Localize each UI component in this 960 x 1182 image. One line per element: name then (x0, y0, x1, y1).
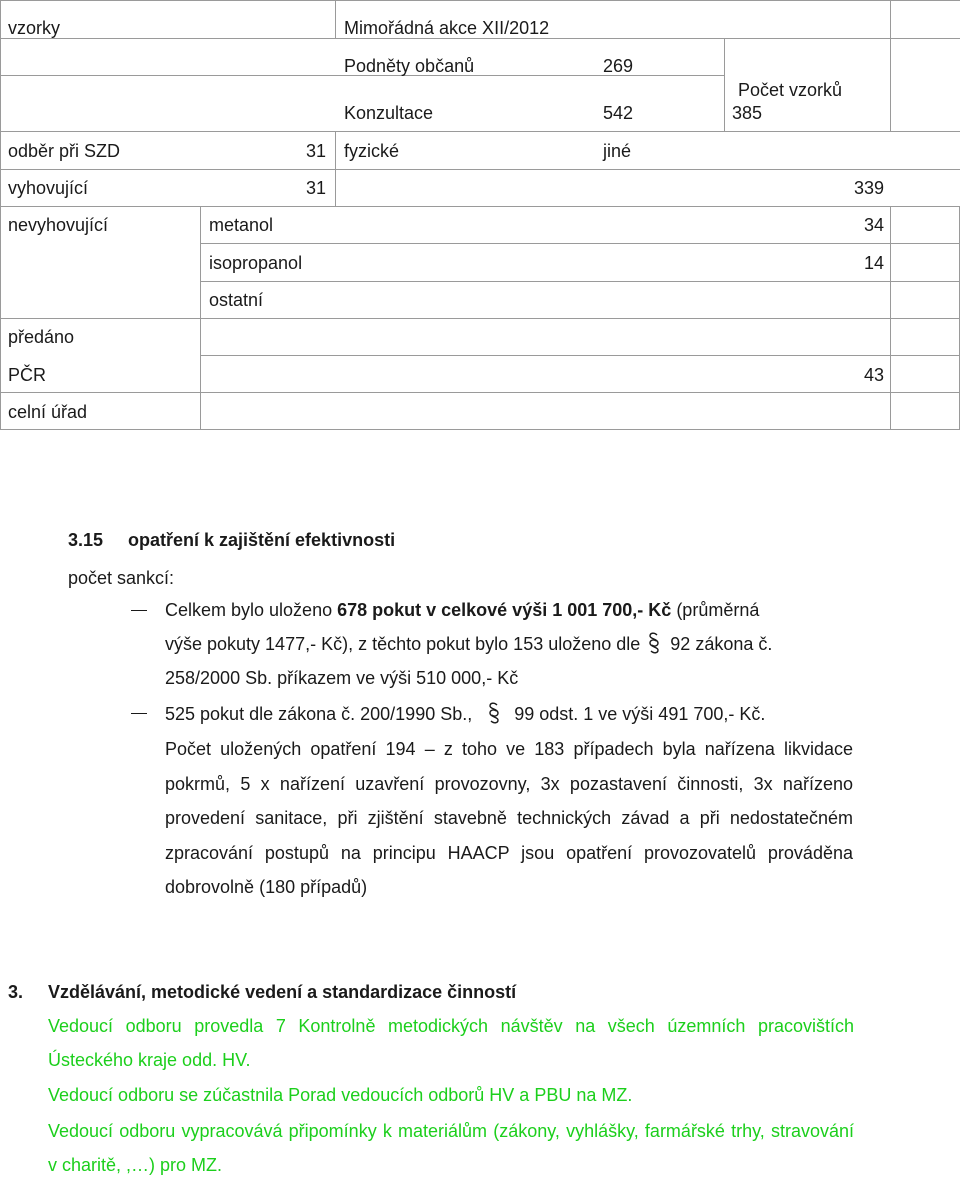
grid-line (335, 0, 336, 38)
green-paragraph-3: Vedoucí odboru vypracovává připomínky k materiálům (zákony, vyhlášky, farmářské trhy, stravování v charitě, ,…) pro MZ. (48, 1121, 854, 1175)
cell-vyhovujici-value: 31 (305, 178, 326, 198)
grid-line (200, 355, 960, 356)
cell-predano-label: předáno (8, 327, 75, 347)
grid-line (0, 392, 960, 393)
bullet-1-line-2-text-b: 92 zákona č. (670, 634, 773, 654)
bullet-1-line-3: 258/2000 Sb. příkazem ve výši 510 000,- Kč (165, 668, 519, 688)
cell-konzultace-value: 542 (603, 103, 634, 123)
cell-celni-label: celní úřad (8, 402, 88, 422)
bullet-1-line-2-text: výše pokuty 1477,- Kč), z těchto pokut bylo 153 uloženo dle (165, 634, 641, 654)
bullet-1-text-a: Celkem bylo uloženo (165, 600, 338, 620)
cell-isopropanol-label: isopropanol (209, 253, 303, 273)
grid-line (724, 38, 725, 131)
cell-vyhovujici-total: 339 (853, 178, 884, 198)
cell-metanol-label: metanol (209, 215, 274, 235)
section-sign-icon (488, 702, 500, 730)
bullet-1-line-2 (165, 632, 772, 660)
grid-line (0, 429, 960, 430)
cell-vzorky: vzorky (8, 18, 61, 38)
cell-vyhovujici-label: vyhovující (8, 178, 89, 198)
bullet-1-line-1 (165, 598, 759, 622)
bullet-1-text-c: (průměrná (671, 600, 760, 620)
grid-line (0, 0, 1, 430)
cell-akce-title: Mimořádná akce XII/2012 (344, 18, 550, 38)
bullet-2-text-b: 99 odst. 1 ve výši 491 700,- Kč. (514, 704, 766, 724)
grid-line (0, 38, 960, 39)
cell-ostatni-label: ostatní (209, 290, 264, 310)
section-3-title: Vzdělávání, metodické vedení a standardizace činností (48, 982, 517, 1002)
measures-paragraph: Počet uložených opatření 194 – z toho ve 183 případech byla nařízena likvidace pokrmů, 5 x nařízení uzavření provozovny, 3x pozastavení činnosti, 3x nařízeno provedení sanitace, při zjištění stavebně technických závad a při nedostatečném zpracování postupů na principu HAACP jsou opatření provozovatelů prováděna dobrovolně (180 případů) (165, 739, 853, 897)
section-315-title: opatření k zajištění efektivnosti (128, 530, 396, 550)
cell-pcr-label: PČR (8, 365, 47, 385)
grid-line (890, 0, 891, 131)
section-3-number: 3. (8, 982, 24, 1002)
dash-bullet-icon (131, 713, 147, 714)
bullet-1-text-bold: 678 pokut v celkové výši 1 001 700,- Kč (337, 600, 672, 620)
section-315-number: 3.15 (68, 530, 104, 550)
cell-fyzicke: fyzické (344, 141, 400, 161)
grid-line (890, 206, 891, 430)
grid-line (0, 0, 960, 1)
cell-odber-value: 31 (305, 141, 326, 161)
bullet-2-line (165, 702, 765, 730)
green-paragraph-2: Vedoucí odboru se zúčastnila Porad vedoucích odborů HV a PBU na MZ. (48, 1085, 633, 1105)
cell-jine: jiné (603, 141, 632, 161)
cell-konzultace-label: Konzultace (344, 103, 434, 123)
cell-metanol-value: 34 (863, 215, 884, 235)
grid-line (335, 131, 336, 206)
bullet-2-text-a: 525 pokut dle zákona č. 200/1990 Sb., (165, 704, 473, 724)
grid-line (0, 206, 960, 207)
grid-line (0, 318, 960, 319)
grid-line (200, 206, 201, 430)
cell-isopropanol-value: 14 (863, 253, 884, 273)
sanctions-label: počet sankcí: (68, 568, 175, 588)
cell-pocet-vzorku-value: 385 (732, 103, 763, 123)
section-sign-icon (648, 632, 660, 660)
cell-podnety-label: Podněty občanů (344, 56, 475, 76)
grid-line (0, 169, 960, 170)
grid-line (200, 243, 960, 244)
cell-nevyhovujici-label: nevyhovující (8, 215, 109, 235)
dash-bullet-icon (131, 610, 147, 611)
cell-odber-label: odběr při SZD (8, 141, 121, 161)
cell-pocet-vzorku-label: Počet vzorků (738, 80, 843, 100)
cell-pcr-value: 43 (863, 365, 884, 385)
grid-line (200, 281, 960, 282)
grid-line (0, 131, 960, 132)
green-paragraph-1: Vedoucí odboru provedla 7 Kontrolně metodických návštěv na všech územních pracovištích Ústeckého kraje odd. HV. (48, 1016, 854, 1070)
cell-podnety-value: 269 (603, 56, 634, 76)
